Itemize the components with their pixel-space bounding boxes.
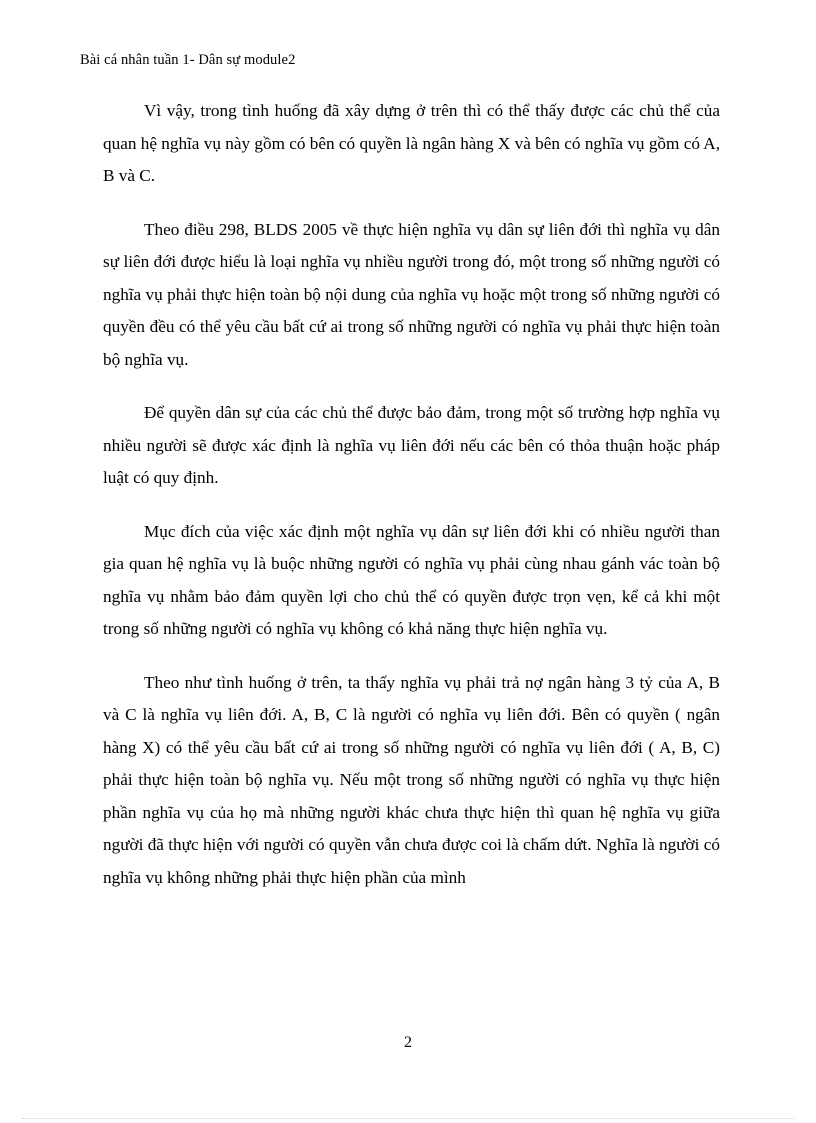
paragraph-4: Mục đích của việc xác định một nghĩa vụ dân sự liên đới khi có nhiều người than gia quan hệ nghĩa vụ là buộc những người có nghĩa vụ phải cùng nhau gánh vác toàn bộ nghĩa vụ nhằm bảo đảm quyền lợi cho chủ thể có quyền được trọn vẹn, kể cả khi một trong số những người có nghĩa vụ không có khả năng thực hiện nghĩa vụ. [103, 521, 720, 638]
page-number: 2 [404, 1034, 412, 1051]
document-body [103, 95, 720, 915]
page-bottom-divider [22, 1118, 794, 1119]
paragraph-3: Để quyền dân sự của các chủ thể được bảo đảm, trong một số trường hợp nghĩa vụ nhiều người sẽ được xác định là nghĩa vụ liên đới nếu các bên có thỏa thuận hoặc pháp luật có quy định. [103, 403, 720, 487]
paragraph-2: Theo điều 298, BLDS 2005 về thực hiện nghĩa vụ dân sự liên đới thì nghĩa vụ dân sự liên đới được hiểu là loại nghĩa vụ nhiều người trong đó, một trong số những người có nghĩa vụ phải thực hiện toàn bộ nội dung của nghĩa vụ hoặc một trong số những người có quyền đều có thể yêu cầu bất cứ ai trong số những người có nghĩa vụ phải thực hiện toàn bộ nghĩa vụ. [103, 219, 720, 369]
page-header: Bài cá nhân tuần 1- Dân sự module2 [80, 52, 296, 68]
paragraph-5: Theo như tình huống ở trên, ta thấy nghĩa vụ phải trả nợ ngân hàng 3 tỷ của A, B và C là nghĩa vụ liên đới. A, B, C là người có nghĩa vụ liên đới. Bên có quyền ( ngân hàng X) có thể yêu cầu bất cứ ai trong số những người có nghĩa vụ liên đới ( A, B, C) phải thực hiện toàn bộ nghĩa vụ. Nếu một trong số những người có nghĩa vụ thực hiện phần nghĩa vụ của họ mà những người khác chưa thực hiện thì quan hệ nghĩa vụ giữa người đã thực hiện với người có quyền vẫn chưa được coi là chấm dứt. Nghĩa là người có nghĩa vụ không những phải thực hiện phần của mình [103, 672, 720, 887]
paragraph-1: Vì vậy, trong tình huống đã xây dựng ở trên thì có thể thấy được các chủ thể của quan hệ nghĩa vụ này gồm có bên có quyền là ngân hàng X và bên có nghĩa vụ gồm có A, B và C. [103, 101, 720, 185]
